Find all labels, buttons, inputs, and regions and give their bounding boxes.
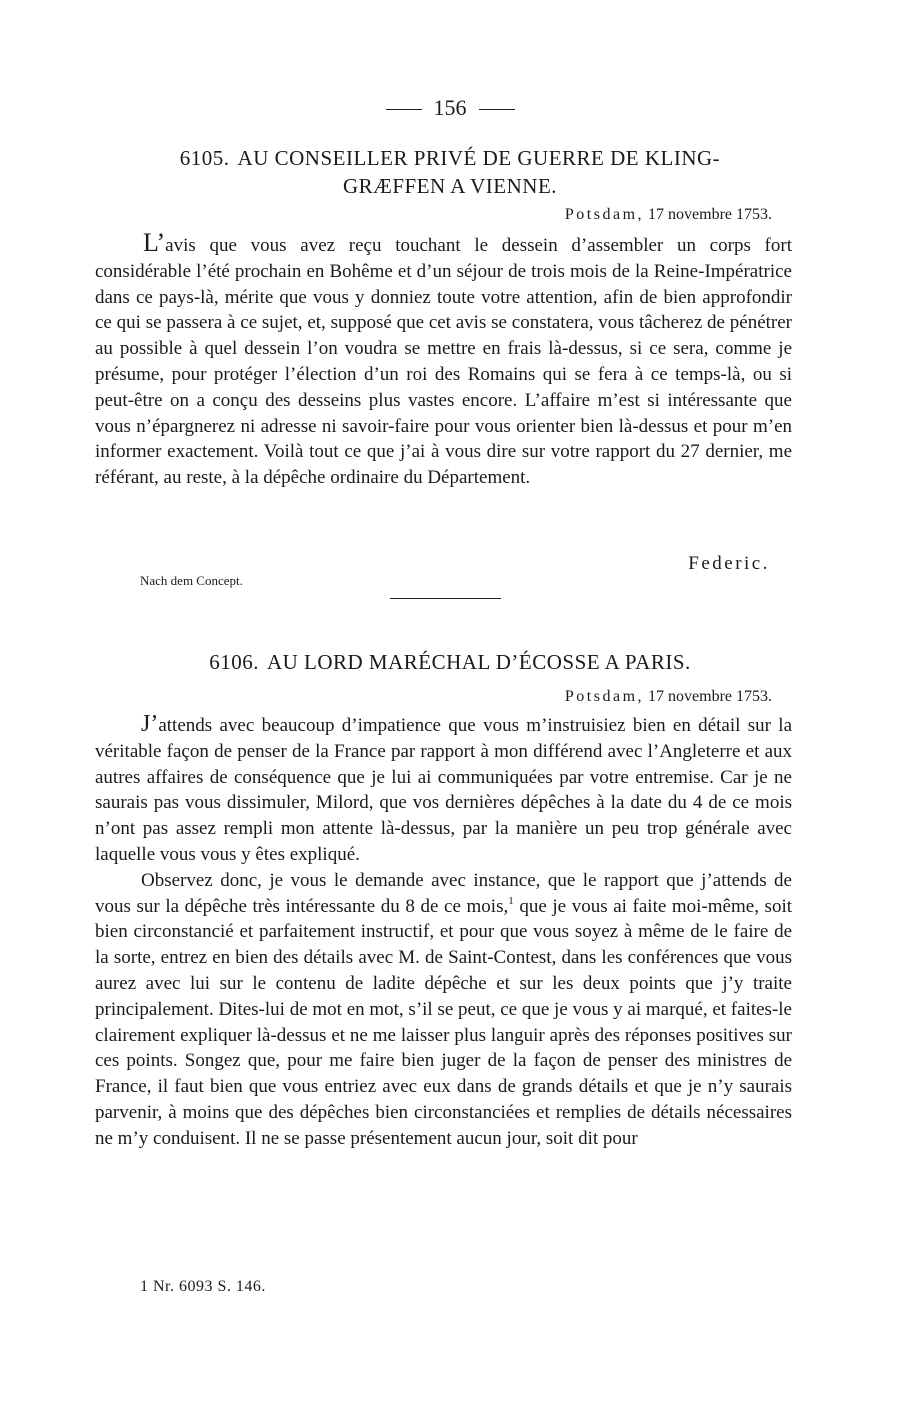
footnote-marker: 1 xyxy=(508,894,514,907)
letter-6106-heading-line1 xyxy=(130,648,770,676)
footnote: 1 Nr. 6093 S. 146. xyxy=(140,1278,266,1295)
letter-6105-body xyxy=(95,230,792,491)
letter-6105-signature: Federic. xyxy=(688,553,770,574)
letter-6106-paragraph-2 xyxy=(95,868,792,1152)
letter-6106-number: 6106. xyxy=(209,650,259,674)
letter-6106-paragraph-2a: Observez donc, je vous le demande avec instance, que le rapport que j’attends de vous sur la dépêche très intéressante du 8 de ce mois, xyxy=(95,869,792,917)
letter-6106-place: Potsdam, xyxy=(564,688,645,705)
letter-6106-paragraph-1: J’attends avec beaucoup d’impatience que vous m’instruisiez bien en détail sur la véritable façon de penser de la France par rapport à mon différend avec l’Angleterre et aux autres affaires de conséquence que je lui ai communiquées par votre entremise. Car je ne saurais pas vous dissimuler, Milord, que vos dernières dépêches à la date du 4 de ce mois n’ont pas assez rempli mon attente là-dessus, par la manière un peu trop générale avec laquelle vous vous y êtes expliqué. xyxy=(95,711,792,865)
letter-6105-heading-line1 xyxy=(130,144,770,172)
letter-6105-dateline xyxy=(565,206,772,224)
page-number-dash-right xyxy=(479,109,515,110)
letter-6105-heading xyxy=(130,144,770,200)
letter-6105-date: 17 novembre 1753. xyxy=(648,206,772,223)
letter-6106-paragraph-2b: que je vous ai faite moi-même, soit bien circonstancié et parfaitement instructif, et pour que vous soyez à même de le faire de la sorte, entrez en bien des détails avec M. de Saint-Contest, dans les conférences que vous aurez avec lui sur le contenu de ladite dépêche et sur les deux points que j’y traite principalement. Dites-lui de mot en mot, s’il se peut, ce que je vous y ai marqué, et faites-le clairement expliquer là-dessus et ne me laisser plus languir après des réponses positives sur ces points. Songez que, pour me faire bien juger de la façon de penser des ministres de France, il faut bien que vous entriez avec eux dans de grands détails et que je n’y saurais parvenir, à moins que des dépêches bien circonstanciées et remplies de détails nécessaires ne m’y conduisent. Il ne se passe présentement aucun jour, soit dit pour xyxy=(95,895,793,1149)
letter-6106-dateline xyxy=(565,688,772,706)
letter-6105-place: Potsdam, xyxy=(564,206,645,223)
page-number-dash-left xyxy=(386,109,422,110)
page-number-text: 156 xyxy=(433,95,467,120)
page-number xyxy=(0,95,900,121)
letter-6106-heading xyxy=(130,648,770,676)
letter-6106-body xyxy=(95,712,792,1152)
letter-6105-source-note: Nach dem Concept. xyxy=(140,573,243,588)
letter-6106-title: AU LORD MARÉCHAL D’ÉCOSSE A PARIS. xyxy=(266,650,691,674)
letter-6105-title-2: GRÆFFEN A VIENNE. xyxy=(342,174,558,198)
letter-6105-number: 6105. xyxy=(179,146,230,170)
letter-6105-paragraph-1: L’avis que vous avez reçu touchant le dessein d’assembler un corps fort considérable l’été prochain en Bohême et d’un séjour de trois mois de la Reine-Impératrice dans ce pays-là, mérite que vous y donniez toute votre attention, afin de bien approfondir ce qui se passera à ce sujet, et, supposé que cet avis se constatera, vous tâcherez de pénétrer au possible à quel dessein l’on voudra se mettre en frais là-dessus, si ce sera, comme je présume, pour protéger l’élection d’un roi des Romains qui se fera à ce temps-là, ou si peut-être on a conçu des desseins plus vastes encore. L’affaire m’est si intéressante que vous n’épargnerez ni adresse ni savoir-faire pour vous orienter bien là-dessus et pour m’en informer exactement. Voilà tout ce que j’ai à vous dire sur votre rapport du 27 dernier, me référant, au reste, à la dépêche ordinaire du Département. xyxy=(95,228,792,489)
section-divider xyxy=(390,598,501,599)
letter-6106-date: 17 novembre 1753. xyxy=(648,688,772,705)
letter-6105-title-1: AU CONSEILLER PRIVÉ DE GUERRE DE KLING- xyxy=(237,146,721,170)
